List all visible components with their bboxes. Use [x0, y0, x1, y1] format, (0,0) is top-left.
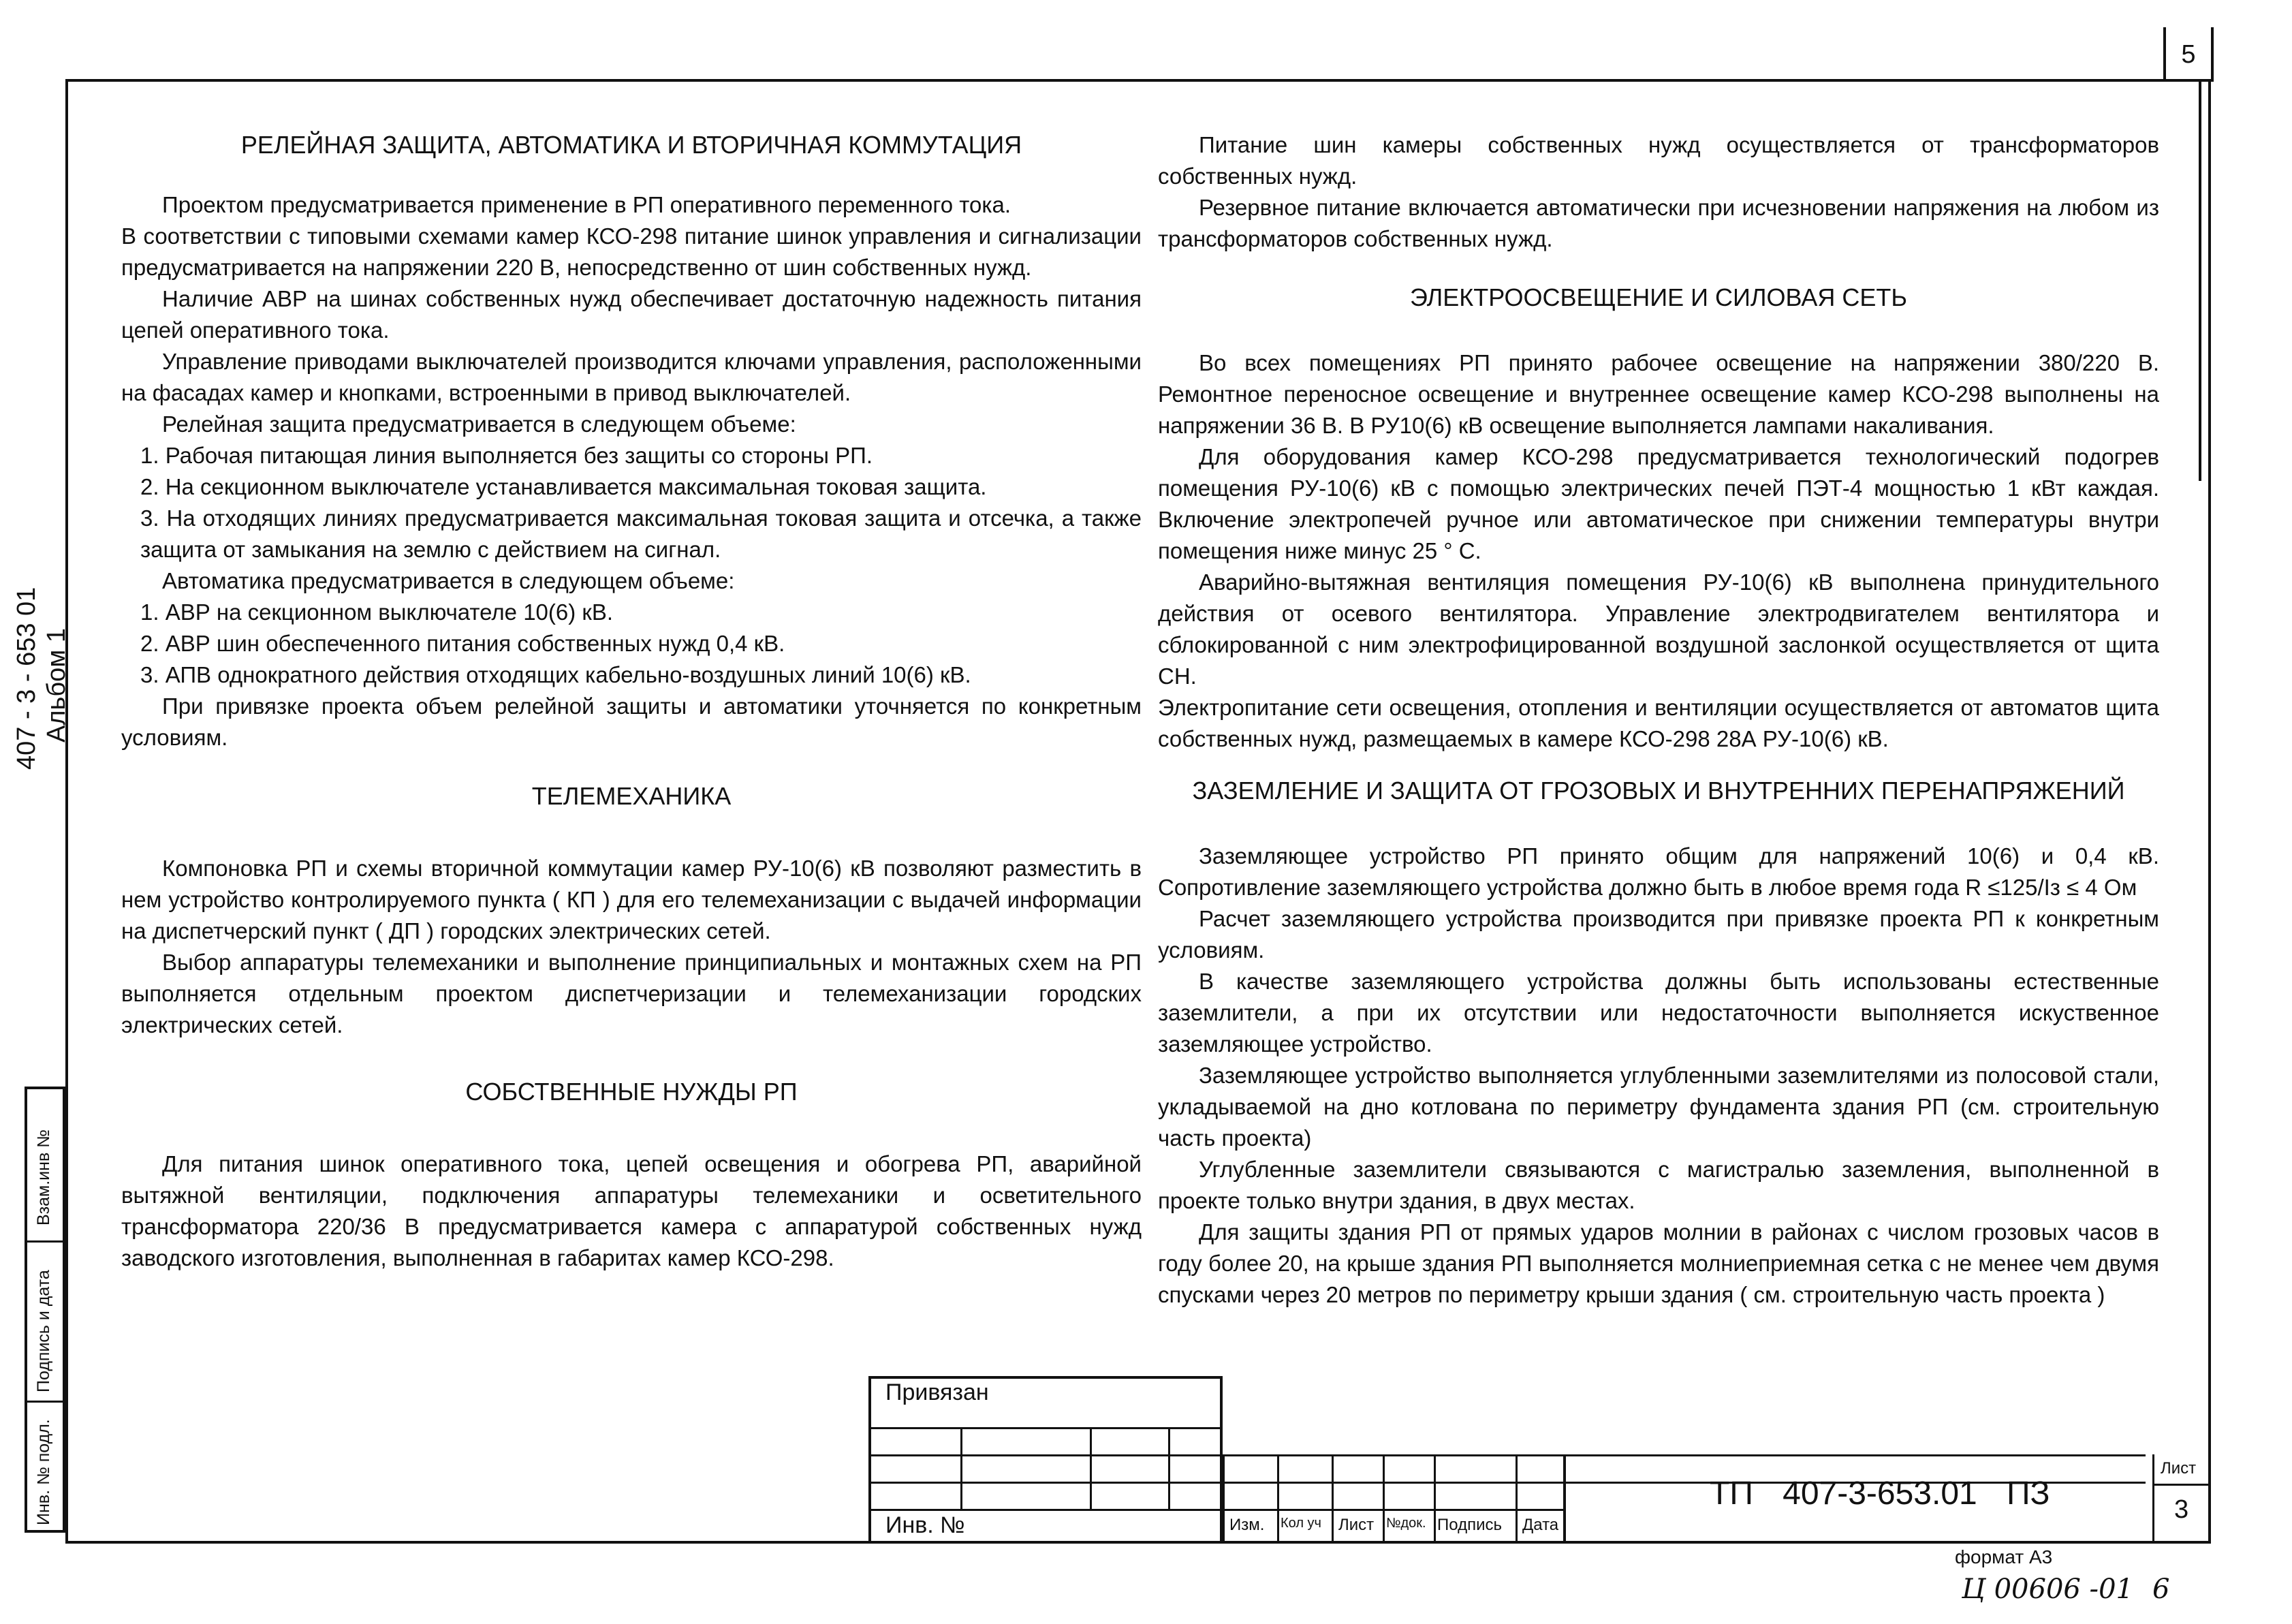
- tb-line: [1563, 1454, 1566, 1544]
- col-izm: Изм.: [1229, 1516, 1265, 1534]
- stamp-cell-podpis: [27, 1243, 63, 1403]
- stamp-vzam-inv: Взам.инв №: [34, 1129, 53, 1225]
- paragraph: Проектом предусматривается применение в РП оперативного переменного тока.: [162, 192, 1011, 217]
- inv-no-label: Инв. №: [885, 1512, 965, 1538]
- heading-relay: РЕЛЕЙНАЯ ЗАЩИТА, АВТОМАТИКА И ВТОРИЧНАЯ КОММУТАЦИЯ: [240, 131, 1022, 159]
- heading-telemechanics: ТЕЛЕМЕХАНИКА: [531, 782, 732, 810]
- privyazan-label: Привязан: [885, 1379, 989, 1405]
- heading-own-needs: СОБСТВЕННЫЕ НУЖДЫ РП: [465, 1078, 798, 1106]
- tb-line: [1434, 1454, 1436, 1544]
- list-item: 2. На секционном выключателе устанавливается максимальная токовая защита.: [140, 474, 987, 499]
- left-column: [121, 129, 1142, 1274]
- side-album: Альбом 1: [42, 627, 71, 743]
- list-item: 3. На отходящих линиях предусматривается максимальная токовая защита и отсечка, а также защита от замыкания на землю с действием на сигнал.: [140, 505, 1142, 562]
- paragraph: Релейная защита предусматривается в следующем объеме:: [162, 411, 796, 437]
- col-ndok: №док.: [1386, 1516, 1426, 1531]
- paragraph: Управление приводами выключателей производится ключами управления, расположенными на фасадах камер и кнопками, встроенными в привод выключателей.: [121, 349, 1142, 405]
- paragraph: Заземляющее устройство выполняется углубленными заземлителями из полосовой стали, укладываемой на дно котлована по периметру фундамента здания РП (см. строительную часть проекта): [1158, 1063, 2159, 1151]
- paragraph: Во всех помещениях РП принято рабочее освещение на напряжении 380/220 В. Ремонтное переносное освещение и внутреннее освещение камер КСО-298 выполнены на напряжении 36 В. В РУ10(6) кВ освещение выполняется лампами накаливания.: [1158, 350, 2159, 438]
- tb-line: [1277, 1454, 1279, 1544]
- document-code: ТП 407-3-653.01 ПЗ: [1710, 1475, 2050, 1512]
- tb-line: [1516, 1454, 1518, 1544]
- paragraph: Выбор аппаратуры телемеханики и выполнение принципиальных и монтажных схем на РП выполняется отдельным проектом диспетчеризации и телемеханизации городских электрических сетей.: [121, 950, 1142, 1037]
- handwritten-code: Ц 00606 -01: [1962, 1574, 2133, 1605]
- stamp-cell-inv: [27, 1403, 63, 1530]
- tb-line: [2152, 1454, 2154, 1544]
- paragraph: При привязке проекта объем релейной защиты и автоматики уточняется по конкретным условиям.: [121, 693, 1142, 750]
- tb-line: [1090, 1427, 1092, 1509]
- stamp-column: [25, 1087, 65, 1533]
- paragraph: Компоновка РП и схемы вторичной коммутации камер РУ-10(6) кВ позволяют разместить в нем устройство контролируемого пункта ( КП ) для его телемеханизации с выдачей информации на диспетчерский пункт ( ДП ) городских электрических сетей.: [121, 856, 1142, 943]
- tb-line: [1223, 1454, 1225, 1544]
- list-item: 1. АВР на секционном выключателе 10(6) кВ.: [140, 599, 614, 625]
- tb-line: [1332, 1454, 1334, 1544]
- stamp-inv-podl: Инв. № подл.: [34, 1419, 53, 1525]
- paragraph: Наличие АВР на шинах собственных нужд обеспечивает достаточную надежность питания цепей оперативного тока.: [121, 286, 1142, 343]
- format-label: формат А3: [1955, 1546, 2053, 1567]
- paragraph: Резервное питание включается автоматически при исчезновении напряжения на любом из трансформаторов собственных нужд.: [1158, 195, 2159, 251]
- top-rule: [2163, 27, 2166, 82]
- page-number: 5: [2163, 27, 2214, 82]
- tb-line: [2152, 1484, 2211, 1486]
- paragraph: Автоматика предусматривается в следующем объеме:: [162, 568, 735, 593]
- col-podpis: Подпись: [1437, 1516, 1502, 1534]
- side-code-block: [12, 565, 74, 770]
- paragraph: Аварийно-вытяжная вентиляция помещения РУ-10(6) кВ выполнена принудительного действия от осевого вентилятора. Управление электродвигателем вентилятора и сблокированной с ним электрофицированной воздушной заслонкой осуществляется от щита СН.: [1158, 569, 2159, 689]
- paragraph: Питание шин камеры собственных нужд осуществляется от трансформаторов собственных нужд.: [1158, 132, 2159, 189]
- stamp-cell-vzam: [27, 1089, 63, 1243]
- paragraph: Для оборудования камер КСО-298 предусматривается технологический подогрев помещения РУ-10(6) кВ с помощью электрических печей ПЭТ-4 мощностью 1 кВт каждая. Включение электропечей ручное или автоматическое при снижении температуры внутри помещения ниже минус 25 ° С.: [1158, 444, 2159, 563]
- side-code: 407 - 3 - 653 01: [12, 587, 41, 770]
- tb-line: [960, 1427, 962, 1509]
- heading-lighting: ЭЛЕКТРООСВЕЩЕНИЕ И СИЛОВАЯ СЕТЬ: [1409, 283, 1907, 311]
- sheet-label: Лист: [2161, 1459, 2197, 1478]
- heading-grounding: ЗАЗЕМЛЕНИЕ И ЗАЩИТА ОТ ГРОЗОВЫХ И ВНУТРЕННИХ ПЕРЕНАПРЯЖЕНИЙ: [1192, 777, 2125, 805]
- tb-line: [868, 1509, 1563, 1511]
- paragraph: В качестве заземляющего устройства должны быть использованы естественные заземлители, а при их отсутствии или недостаточности выполняется искуственное заземляющее устройство.: [1158, 969, 2159, 1057]
- frame-inner-line: [2199, 79, 2201, 481]
- list-item: 3. АПВ однократного действия отходящих кабельно-воздушных линий 10(6) кВ.: [140, 662, 971, 687]
- col-list: Лист: [1338, 1516, 1375, 1534]
- sheet-number: 3: [2174, 1495, 2189, 1524]
- paragraph: Расчет заземляющего устройства производится при привязке проекта РП к конкретным условиям.: [1158, 906, 2159, 963]
- paragraph: Заземляющее устройство РП принято общим для напряжений 10(6) и 0,4 кВ. Сопротивление заземляющего устройства должно быть в любое время года R ≤125/Iз ≤ 4 Ом: [1158, 843, 2159, 900]
- paragraph: Электропитание сети освещения, отопления и вентиляции осуществляется от автоматов щита собственных нужд, размещаемых в камере КСО-298 28А РУ-10(6) кВ.: [1158, 695, 2159, 751]
- handwritten-number: 6: [2152, 1574, 2170, 1605]
- tb-line: [1168, 1427, 1170, 1509]
- paragraph: Углубленные заземлители связываются с магистралью заземления, выполненной в проекте только внутри здания, в двух местах.: [1158, 1157, 2159, 1213]
- paragraph: Для питания шинок оперативного тока, цепей освещения и обогрева РП, аварийной вытяжной вентиляции, подключения аппаратуры телемеханики и осветительного трансформатора 220/36 В предусматривается камера с аппаратурой собственных нужд заводского изготовления, выполненная в габаритах камер КСО-298.: [121, 1151, 1142, 1270]
- col-kol-uch: Кол уч: [1281, 1516, 1321, 1531]
- list-item: 1. Рабочая питающая линия выполняется без защиты со стороны РП.: [140, 443, 873, 468]
- col-data: Дата: [1522, 1516, 1559, 1534]
- list-item: 2. АВР шин обеспеченного питания собственных нужд 0,4 кВ.: [140, 631, 785, 656]
- paragraph: В соответствии с типовыми схемами камер КСО-298 питание шинок управления и сигнализации предусматривается на напряжении 220 В, непосредственно от шин собственных нужд.: [121, 223, 1142, 280]
- stamp-podpis-data: Подпись и дата: [34, 1270, 53, 1392]
- paragraph: Для защиты здания РП от прямых ударов молнии в районах с числом грозовых часов в году более 20, на крыше здания РП выполняется молниеприемная сетка с не менее чем двумя спусками через 20 метров по периметру крыши здания ( см. строительную часть проекта ): [1158, 1219, 2159, 1307]
- right-column: [1158, 129, 2159, 1311]
- tb-line: [1383, 1454, 1385, 1544]
- tb-line: [868, 1454, 2146, 1456]
